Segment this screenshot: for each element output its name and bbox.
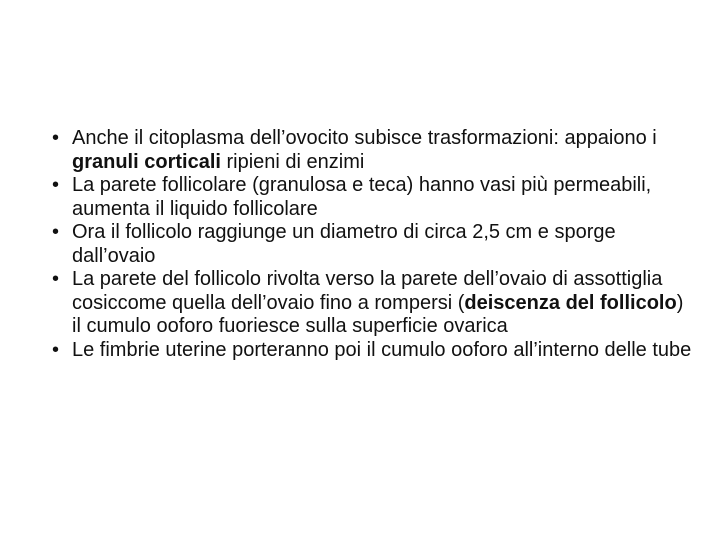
text-segment: La parete del follicolo rivolta verso la parete dell’ovaio di assottiglia cosiccome quella dell’ovaio fino a rompersi ( [72,268,663,314]
bullet-item [52,127,692,174]
bullet-text [72,268,683,337]
text-segment: Le fimbrie uterine porteranno poi il cumulo ooforo all’interno delle tube [72,338,692,361]
bullet-dot-icon: • [52,268,60,290]
text-segment: Anche il citoplasma dell’ovocito subisce trasformazioni: appaiono i [72,127,657,149]
bullet-text [72,221,616,267]
bullet-text [72,127,657,173]
bullet-dot-icon: • [52,174,60,196]
bullet-dot-icon: • [52,127,60,149]
bullet-dot-icon: • [52,221,60,243]
bullet-text [72,339,691,361]
text-segment: ) il cumulo ooforo fuoriesce sulla superficie ovarica [72,291,684,337]
bold-term: granuli corticali [72,150,221,173]
text-segment: Ora il follicolo raggiunge un diametro di circa 2,5 cm e sporge dall’ovaio [72,221,616,267]
bullet-list [52,127,692,362]
bullet-item [52,221,692,268]
bullet-dot-icon: • [52,338,60,361]
bullet-item [52,174,692,221]
bullet-text [72,174,651,220]
text-segment: La parete follicolare (granulosa e teca) hanno vasi più permeabili, aumenta il liquido follicolare [72,174,652,220]
bullet-item [52,268,692,339]
bold-term: deiscenza del follicolo [464,291,677,314]
text-segment: ripieni di enzimi [220,150,365,173]
bullet-item [52,339,692,363]
